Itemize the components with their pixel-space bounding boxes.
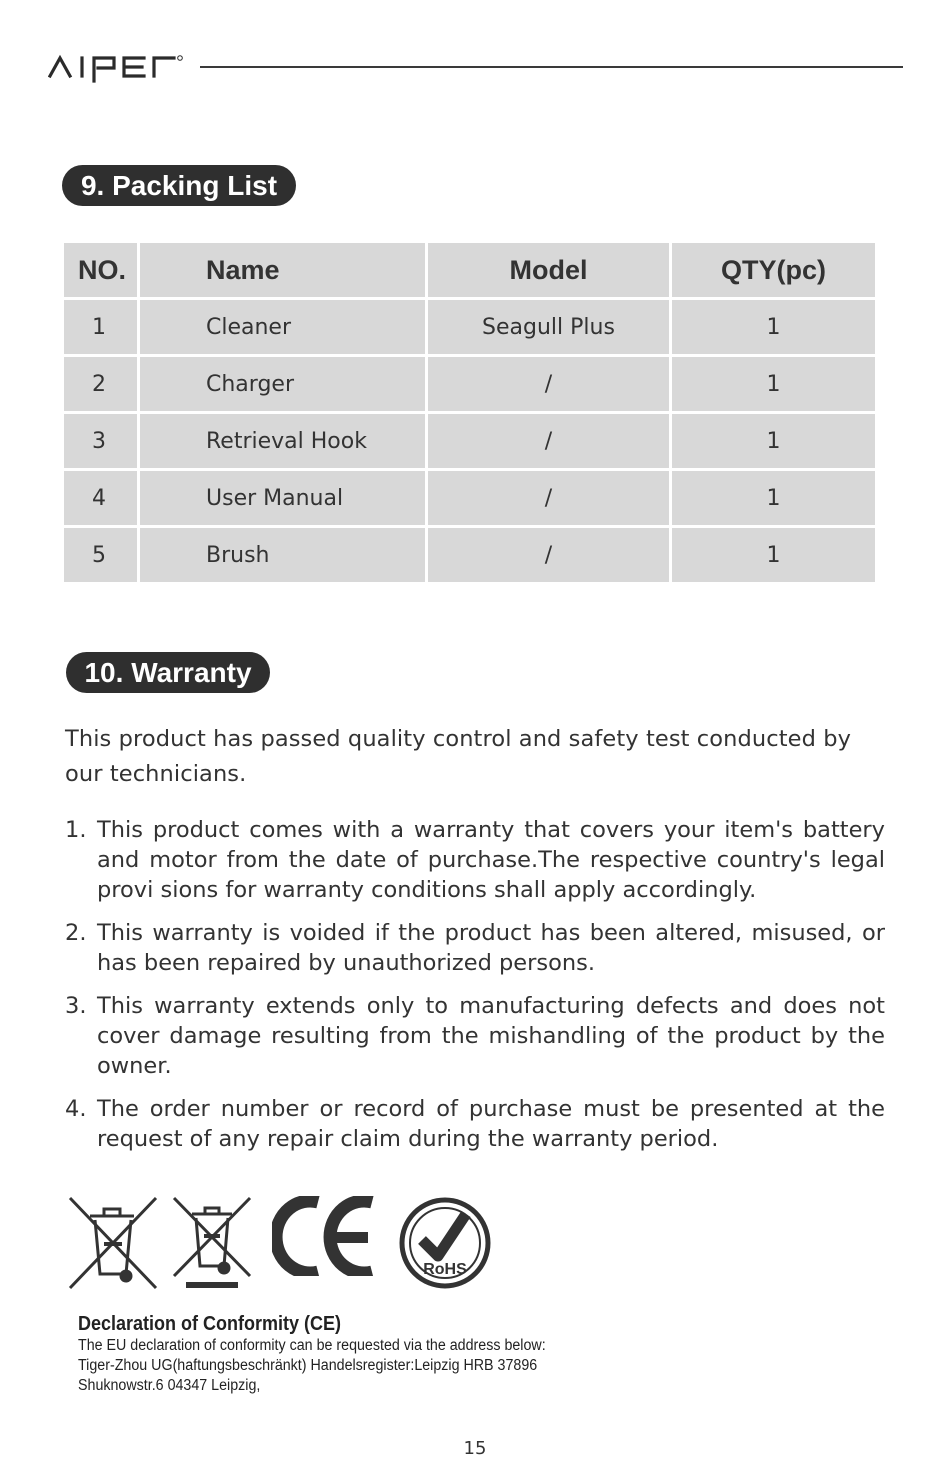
page-number: 15 [463,1438,487,1459]
cell-qty: 1 [672,471,875,525]
table-row [64,471,875,525]
cell-qty: 1 [672,357,875,411]
page-header [48,44,903,84]
column-header-model: Model [428,243,669,297]
cell-no: 1 [64,300,137,354]
column-header-qty: QTY(pc) [672,243,875,297]
term-text: This product comes with a warranty that covers your item's battery and motor from the date of purchase.The respective country's legal provi sions for warranty conditions shall apply accordingly. [97,817,885,903]
cell-model: Seagull Plus [428,300,669,354]
table-row [64,300,875,354]
column-header-no: NO. [64,243,137,297]
warranty-term [65,1094,885,1154]
rohs-icon [398,1196,492,1290]
certification-marks [68,1196,498,1296]
declaration-line: The EU declaration of conformity can be requested via the address below: [78,1337,546,1354]
cell-no: 4 [64,471,137,525]
cell-qty: 1 [672,414,875,468]
term-text: The order number or record of purchase must be presented at the request of any repair claim during the warranty period. [97,1096,885,1152]
term-number: 2. [65,920,87,946]
table-row [64,414,875,468]
cell-no: 3 [64,414,137,468]
weee-crossed-bin-bar-icon [172,1196,252,1291]
cell-model: / [428,471,669,525]
aiper-logo [48,48,188,84]
warranty-intro: This product has passed quality control and safety test conducted by our technicians. [65,726,852,787]
warranty-heading: 10. Warranty [66,652,270,693]
term-text: This warranty is voided if the product has been altered, misused, or has been repaired by unauthorized persons. [97,920,885,976]
cell-name: User Manual [140,471,425,525]
declaration-title: Declaration of Conformity (CE) [78,1313,342,1335]
rohs-label: RoHS [423,1261,467,1278]
table-row [64,528,875,582]
cell-qty: 1 [672,528,875,582]
packing-list-table [61,240,878,585]
cell-name: Brush [140,528,425,582]
warranty-terms-list [65,815,885,1167]
table-header-row [64,243,875,297]
term-number: 3. [65,993,87,1019]
cell-model: / [428,357,669,411]
cell-name: Charger [140,357,425,411]
ce-mark-icon [272,1196,376,1276]
term-number: 1. [65,817,87,843]
declaration-line: Shuknowstr.6 04347 Leipzig, [78,1377,261,1394]
cell-model: / [428,414,669,468]
packing-list-heading: 9. Packing List [62,165,296,206]
table-row [64,357,875,411]
cell-name: Cleaner [140,300,425,354]
cell-no: 2 [64,357,137,411]
term-number: 4. [65,1096,87,1122]
warranty-term [65,918,885,978]
term-text: This warranty extends only to manufacturing defects and does not cover damage resulting from the mishandling of the product by the owner. [97,993,885,1079]
header-rule [200,66,903,68]
cell-name: Retrieval Hook [140,414,425,468]
weee-crossed-bin-icon [68,1196,158,1291]
column-header-name: Name [140,243,425,297]
cell-model: / [428,528,669,582]
warranty-term [65,991,885,1081]
cell-qty: 1 [672,300,875,354]
warranty-term [65,815,885,905]
cell-no: 5 [64,528,137,582]
declaration-of-conformity [78,1312,678,1396]
declaration-line: Tiger-Zhou UG(haftungsbeschränkt) Handelsregister:Leipzig HRB 37896 [78,1357,538,1374]
